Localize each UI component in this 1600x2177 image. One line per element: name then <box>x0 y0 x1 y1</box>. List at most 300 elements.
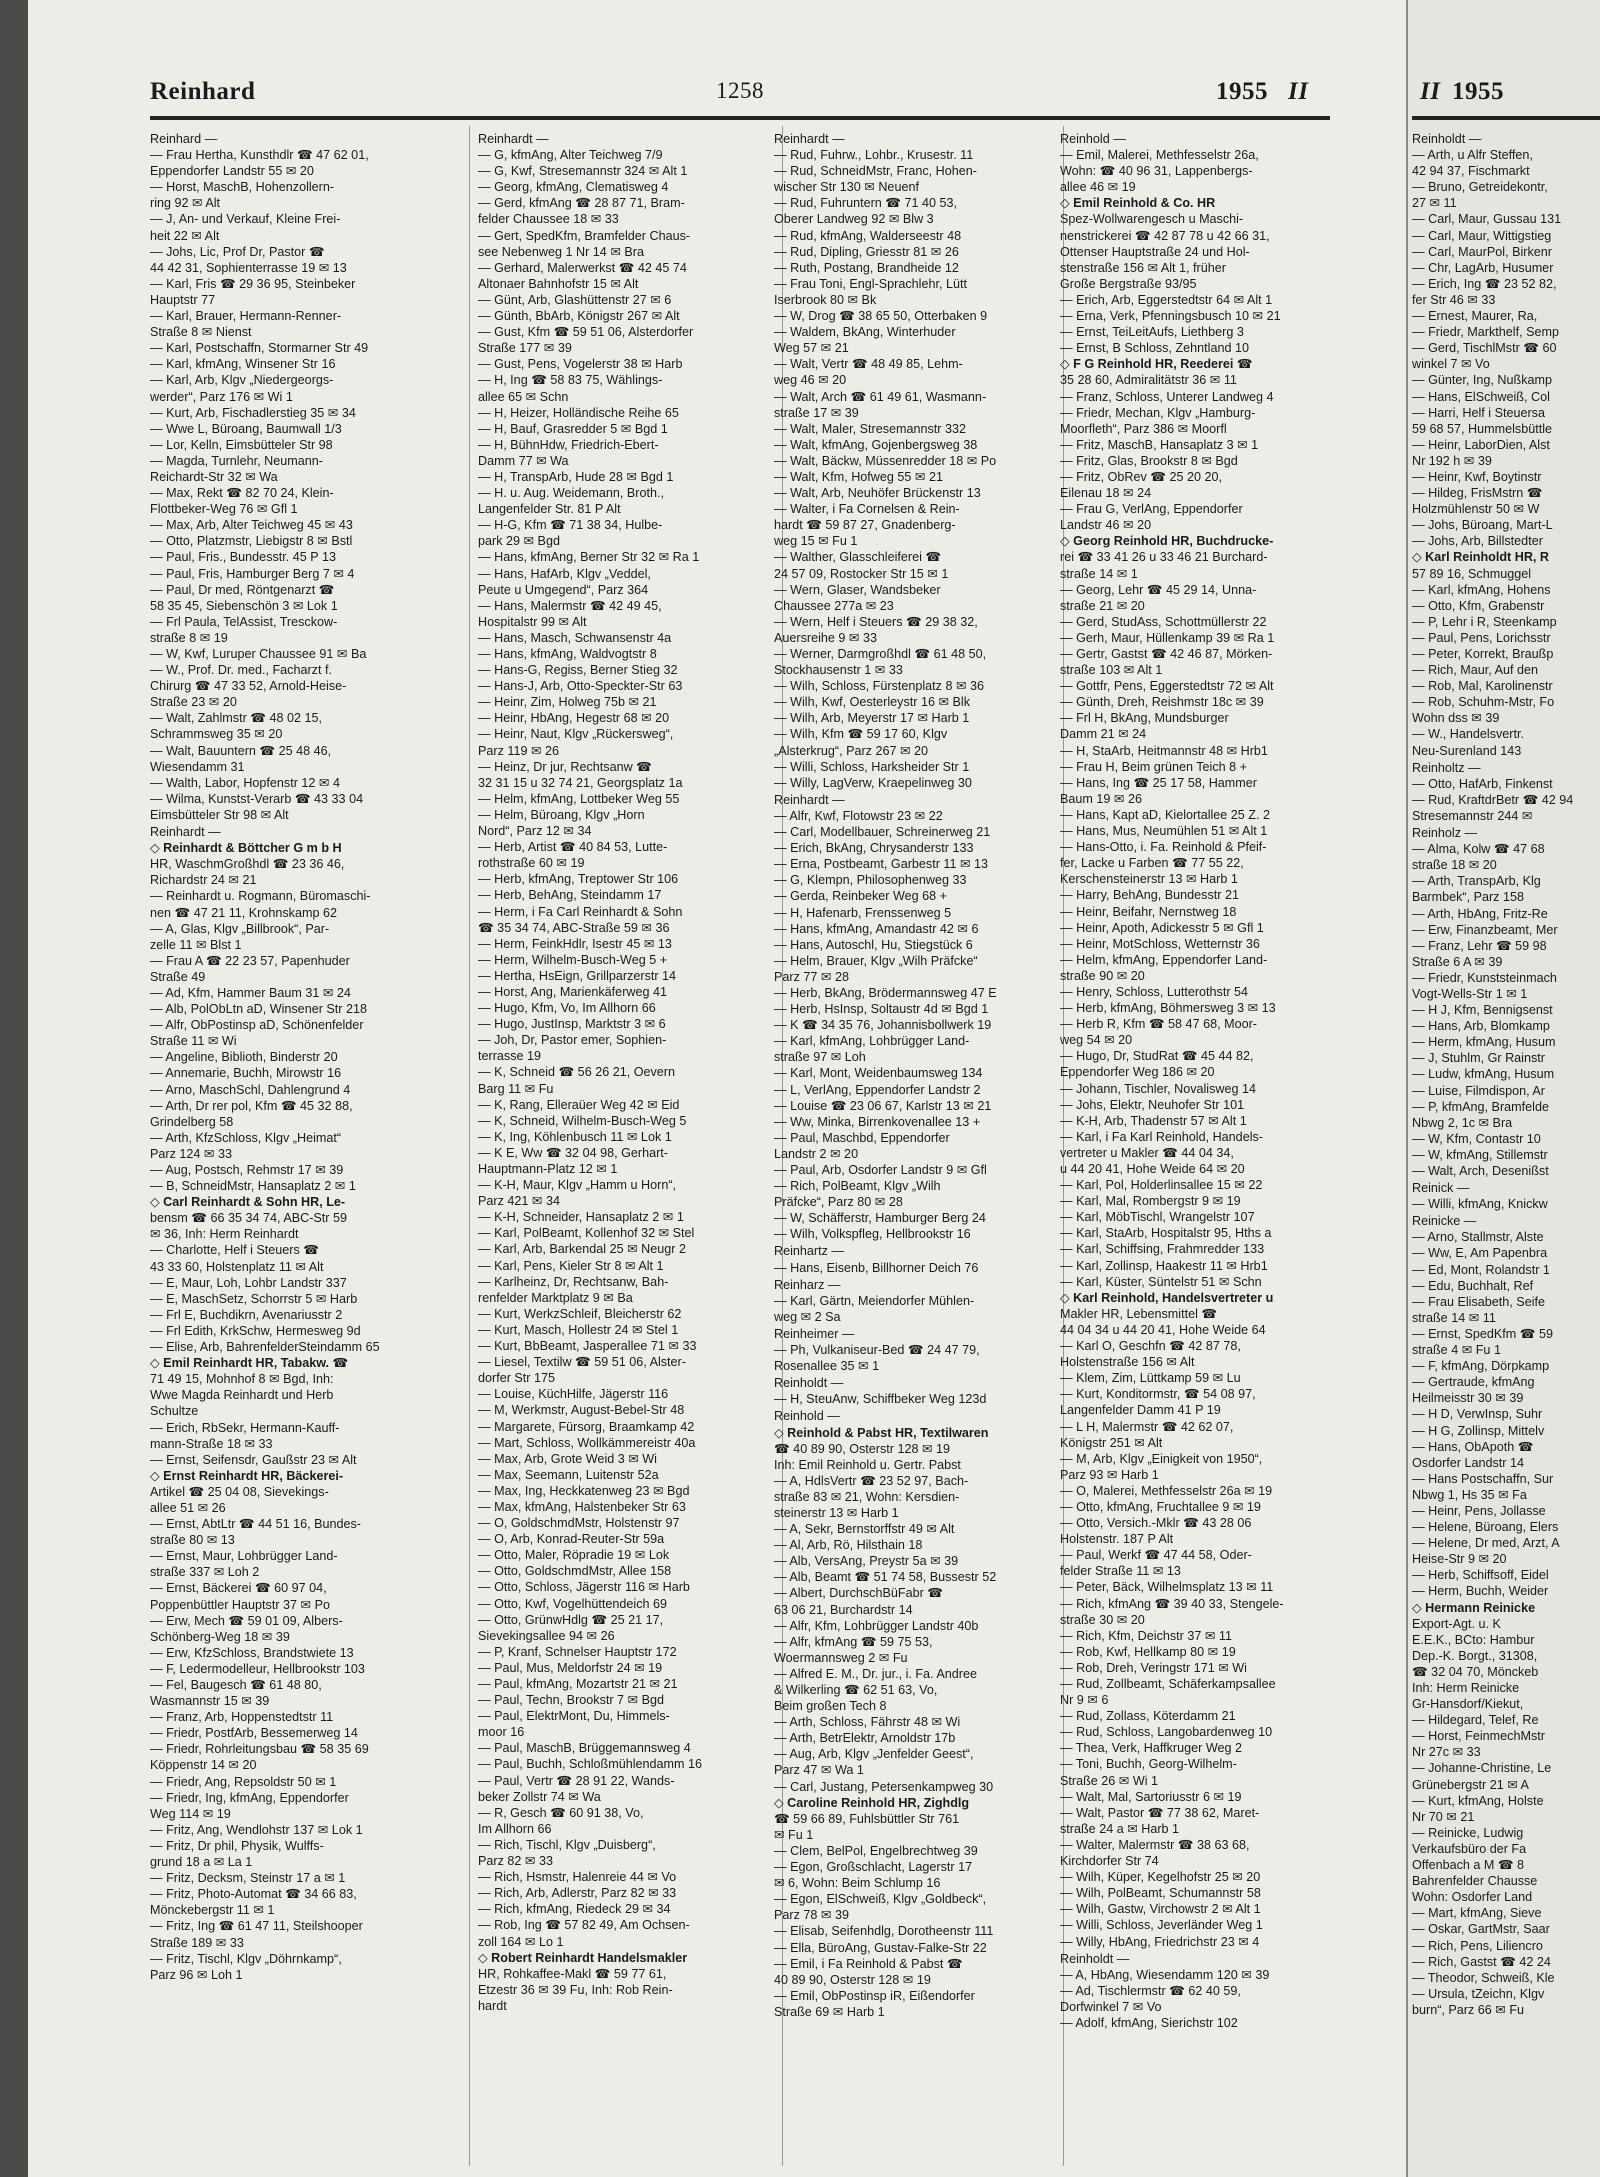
directory-entry-line: — Toni, Buchh, Georg-Wilhelm- <box>1060 1757 1237 1772</box>
directory-entry-line: — Herm, FeinkHdlr, Isestr 45 ✉ 13 <box>478 936 672 951</box>
directory-entry-line: — W, Drog ☎ 38 65 50, Otterbaken 9 <box>774 309 988 324</box>
directory-entry-line: — Ella, BüroAng, Gustav-Falke-Str 22 <box>774 1940 987 1955</box>
directory-entry-line: — Paul, Techn, Brookstr 7 ✉ Bgd <box>478 1693 665 1708</box>
directory-entry-line: Verkaufsbüro der Fa <box>1412 1841 1527 1856</box>
directory-entry-line: — Hans, Masch, Schwansenstr 4a <box>478 630 672 645</box>
directory-entry-line: — Karl, Mont, Weidenbaumsweg 134 <box>774 1066 983 1081</box>
directory-entry-line: — Fritz, Glas, Brookstr 8 ✉ Bgd <box>1060 453 1238 468</box>
directory-entry-line: — Ernst, Maur, Lohbrügger Land- <box>150 1549 338 1564</box>
directory-entry-line: 32 31 15 u 32 74 21, Georgsplatz 1a <box>478 775 683 790</box>
directory-entry-line: — Bruno, Getreidekontr, <box>1412 180 1548 195</box>
directory-entry-line: — H, SteuAnw, Schiffbeker Weg 123d <box>774 1392 987 1407</box>
directory-entry-line: — W, Kwf, Luruper Chaussee 91 ✉ Ba <box>150 647 367 661</box>
directory-entry-line: Hospitalstr 99 ✉ Alt <box>478 614 587 629</box>
directory-entry-line: — Rud, Fuhrw., Lohbr., Krusestr. 11 <box>774 148 974 163</box>
entries-column-3 <box>774 130 1070 2160</box>
directory-entry-line: Ottenser Hauptstraße 24 und Hol- <box>1060 244 1250 259</box>
directory-entry-line: — Karl, StaArb, Hospitalstr 95, Hths a <box>1060 1226 1272 1241</box>
directory-entry-line: 59 68 57, Hummelsbüttle <box>1412 421 1553 436</box>
directory-entry-line: — P, Lehr i R, Steenkamp <box>1412 614 1557 629</box>
directory-entry-line: — Heinr, Naut, Klgv „Rückersweg“, <box>478 727 674 742</box>
directory-entry-line: — Otto, Kwf, Vogelhüttendeich 69 <box>478 1596 668 1611</box>
directory-entry-line: Hauptmann-Platz 12 ✉ 1 <box>478 1162 618 1176</box>
directory-entry-line: — Paul, Dr med, Röntgenarzt ☎ <box>150 582 335 597</box>
directory-entry-line: — Otto, Versich.-Mklr ☎ 43 28 06 <box>1060 1516 1252 1531</box>
directory-entry-line: — Luise, Filmdispon, Ar <box>1412 1083 1545 1098</box>
directory-entry-line: — M, Werkmstr, August-Bebel-Str 48 <box>478 1403 685 1418</box>
directory-entry-line: — Fritz, ObRev ☎ 25 20 20, <box>1060 469 1222 484</box>
directory-entry-line: straße 90 ✉ 20 <box>1060 968 1145 983</box>
directory-entry-line: ✉ 36, Inh: Herm Reinhardt <box>150 1227 299 1242</box>
directory-entry-line: straße 24 a ✉ Harb 1 <box>1060 1821 1180 1836</box>
directory-entry-line: — Hans, Eisenb, Billhorner Deich 76 <box>774 1260 979 1275</box>
directory-entry-line: allee 46 ✉ 19 <box>1060 180 1136 195</box>
directory-entry-line: Straße 23 ✉ 20 <box>150 695 237 710</box>
directory-entry-line: — Walt, Kfm, Hofweg 55 ✉ 21 <box>774 469 943 484</box>
directory-entry-line: straße 80 ✉ 13 <box>150 1533 235 1548</box>
directory-entry-line: ◇ Georg Reinhold HR, Buchdrucke- <box>1060 534 1274 549</box>
directory-entry-line: — Karl, kfmAng, Winsener Str 16 <box>150 357 336 372</box>
header-rule-next <box>1412 116 1600 120</box>
directory-entry-line: heit 22 ✉ Alt <box>150 228 220 243</box>
directory-entry-line: — Arth, Schloss, Fährstr 48 ✉ Wi <box>774 1715 961 1730</box>
directory-entry-line: — Heinr, HbAng, Hegestr 68 ✉ 20 <box>478 711 670 726</box>
directory-entry-line: — Hildegard, Telef, Re <box>1412 1713 1539 1728</box>
directory-entry-line: Reinholz — <box>1412 826 1478 841</box>
directory-entry-line: HR, Rohkaffee-Makl ☎ 59 77 61, <box>478 1966 667 1981</box>
directory-entry-line: Damm 21 ✉ 24 <box>1060 727 1147 742</box>
directory-entry-line: — Max, Arb, Grote Weid 3 ✉ Wi <box>478 1451 657 1466</box>
directory-entry-line: — Alb, VersAng, Preystr 5a ✉ 39 <box>774 1554 959 1569</box>
directory-entry-line: — Friedr, Rohrleitungsbau ☎ 58 35 69 <box>150 1742 369 1757</box>
directory-entry-line: allee 51 ✉ 26 <box>150 1500 226 1515</box>
directory-entry-line: — Otto, GoldschmdMstr, Allee 158 <box>478 1564 672 1579</box>
directory-entry-line: — Franz, Arb, Hoppenstedtstr 11 <box>150 1710 334 1725</box>
directory-entry-line: — B, SchneidMstr, Hansaplatz 2 ✉ 1 <box>150 1179 356 1194</box>
directory-entry-line: — Gottfr, Pens, Eggerstedtstr 72 ✉ Alt <box>1060 679 1274 694</box>
directory-entry-line: — Hugo, Dr, StudRat ☎ 45 44 82, <box>1060 1049 1254 1064</box>
directory-entry-line: — G, kfmAng, Alter Teichweg 7/9 <box>478 148 663 163</box>
directory-entry-line: — Günter, Ing, Nußkamp <box>1412 373 1552 388</box>
directory-entry-line: ◇ Karl Reinhold, Handelsvertreter u <box>1060 1290 1274 1305</box>
directory-entry-line: — Rich, Maur, Auf den <box>1412 663 1538 678</box>
directory-entry-line: — Ad, Kfm, Hammer Baum 31 ✉ 24 <box>150 985 351 1000</box>
directory-entry-line: Straße 11 ✉ Wi <box>150 1034 237 1049</box>
directory-entry-line: Eimsbütteler Str 98 ✉ Alt <box>150 807 289 822</box>
directory-entry-line: ◇ Karl Reinholdt HR, R <box>1412 550 1550 565</box>
directory-entry-line: — Walt, kfmAng, Gojenbergsweg 38 <box>774 437 978 452</box>
directory-entry-line: — Herb, HsInsp, Soltaustr 4d ✉ Bgd 1 <box>774 1002 989 1017</box>
directory-entry-line: weg 54 ✉ 20 <box>1060 1033 1133 1048</box>
directory-entry-line: Barmbek“, Parz 158 <box>1412 890 1524 905</box>
directory-entry-line: — Walter, Malermstr ☎ 38 63 68, <box>1060 1837 1250 1852</box>
directory-entry-line: — Günt, Arb, Glashüttenstr 27 ✉ 6 <box>478 292 672 307</box>
directory-entry-line: — Otto, HafArb, Finkenst <box>1412 776 1553 791</box>
directory-entry-line: — H. u. Aug. Weidemann, Broth., <box>478 486 664 501</box>
directory-entry-line: — Alb, PolObLtn aD, Winsener Str 218 <box>150 1002 367 1017</box>
directory-entry-line: Landstr 2 ✉ 20 <box>774 1146 859 1161</box>
directory-entry-line: — Carl, Modellbauer, Schreinerweg 21 <box>774 825 991 840</box>
directory-entry-line: — Heinr, Pens, Jollasse <box>1412 1503 1546 1518</box>
directory-entry-line: — Gerhard, Malerwerkst ☎ 42 45 74 <box>478 260 687 275</box>
directory-entry-line: ☎ 40 89 90, Osterstr 128 ✉ 19 <box>774 1441 951 1456</box>
directory-entry-line: Wasmannstr 15 ✉ 39 <box>150 1694 270 1709</box>
directory-entry-line: Chaussee 277a ✉ 23 <box>774 598 894 613</box>
directory-entry-line: beker Zollstr 74 ✉ Wa <box>478 1789 601 1804</box>
directory-entry-line: — Hans-G, Regiss, Berner Stieg 32 <box>478 663 678 678</box>
directory-entry-line: Etzestr 36 ✉ 39 Fu, Inh: Rob Rein- <box>478 1982 673 1997</box>
directory-entry-line: — Frau A ☎ 22 23 57, Papenhuder <box>150 953 350 968</box>
directory-entry-line: — Ernest, Maurer, Ra, <box>1412 309 1538 324</box>
directory-entry-line: — Walt, Zahlmstr ☎ 48 02 15, <box>150 711 322 726</box>
directory-entry-line: — O, Arb, Konrad-Reuter-Str 59a <box>478 1532 665 1547</box>
directory-entry-line: — Helm, kfmAng, Eppendorfer Land- <box>1060 952 1268 967</box>
directory-entry-line: — H G, Zollinsp, Mittelv <box>1412 1423 1545 1438</box>
directory-entry-line: — Heinr, Zim, Holweg 75b ✉ 21 <box>478 695 657 710</box>
directory-entry-line: Nr 27c ✉ 33 <box>1412 1745 1481 1760</box>
directory-entry-line: — Karl, Schiffsing, Frahmredder 133 <box>1060 1242 1265 1257</box>
directory-entry-line: vertreter u Makler ☎ 44 04 34, <box>1060 1145 1234 1160</box>
directory-entry-line: — Rud, KraftdrBetr ☎ 42 94 <box>1412 792 1574 807</box>
directory-entry-line: — Paul, Pens, Lorichsstr <box>1412 630 1551 645</box>
directory-entry-line: 58 35 45, Siebenschön 3 ✉ Lok 1 <box>150 598 338 613</box>
directory-entry-line: burn“, Parz 66 ✉ Fu <box>1412 2002 1525 2017</box>
directory-entry-line: hardt <box>478 1998 507 2013</box>
directory-entry-line: — Günth, BbArb, Königstr 267 ✉ Alt <box>478 309 680 324</box>
directory-entry-line: — Georg, Lehr ☎ 45 29 14, Unna- <box>1060 582 1257 597</box>
directory-entry-line: — Ph, Vulkaniseur-Bed ☎ 24 47 79, <box>774 1343 980 1358</box>
directory-entry-line: — Wilh, Kwf, Oesterleystr 16 ✉ Blk <box>774 695 971 710</box>
directory-entry-line: — Carl, Maur, Gussau 131 <box>1412 212 1562 227</box>
directory-entry-line: — Gerd, kfmAng ☎ 28 87 71, Bram- <box>478 196 685 211</box>
directory-entry-line: — Frau Elisabeth, Seife <box>1412 1294 1545 1309</box>
directory-entry-line: — Erw, KfzSchloss, Brandstwiete 13 <box>150 1645 354 1660</box>
directory-entry-line: — K ☎ 34 35 76, Johannisbollwerk 19 <box>774 1018 992 1033</box>
directory-entry-line: Wohn: Osdorfer Land <box>1412 1890 1533 1905</box>
directory-entry-line: Reinhard — <box>150 132 218 146</box>
directory-entry-line: Parz 77 ✉ 28 <box>774 969 849 984</box>
directory-entry-line: — Otto, Maler, Röpradie 19 ✉ Lok <box>478 1548 670 1563</box>
directory-entry-line: — Aug, Postsch, Rehmstr 17 ✉ 39 <box>150 1163 344 1177</box>
directory-entry-line: — Elisab, Seifenhdlg, Dorotheenstr 111 <box>774 1924 994 1939</box>
directory-entry-line: — Fritz, Ing ☎ 61 47 11, Steilshooper <box>150 1919 363 1934</box>
directory-entry-line: Eilenau 18 ✉ 24 <box>1060 486 1152 501</box>
directory-entry-line: — Gert, SpedKfm, Bramfelder Chaus- <box>478 228 691 243</box>
directory-entry-line: — Erich, Ing ☎ 23 52 82, <box>1412 276 1557 291</box>
directory-entry-line: moor 16 <box>478 1725 525 1740</box>
directory-entry-line: — Friedr, PostfArb, Bessemerweg 14 <box>150 1726 358 1741</box>
entries-column-4 <box>1060 130 1356 2160</box>
directory-entry-line: 71 49 15, Mohnhof 8 ✉ Bgd, Inh: <box>150 1372 334 1387</box>
directory-entry-line: Reichardt-Str 32 ✉ Wa <box>150 469 278 484</box>
directory-entry-line: felder Chaussee 18 ✉ 33 <box>478 212 619 227</box>
directory-entry-line: — Willi, Schloss, Jeverländer Weg 1 <box>1060 1918 1263 1933</box>
directory-entry-line: — Louise ☎ 23 06 67, Karlstr 13 ✉ 21 <box>774 1098 992 1113</box>
directory-entry-line: Eppendorfer Weg 186 ✉ 20 <box>1060 1065 1215 1080</box>
directory-entry-line: — Gust, Pens, Vogelerstr 38 ✉ Harb <box>478 357 683 372</box>
directory-entry-line: — Peter, Bäck, Wilhelmsplatz 13 ✉ 11 <box>1060 1580 1274 1595</box>
directory-entry-line: Nbwg 1, Hs 35 ✉ Fa <box>1412 1487 1527 1502</box>
directory-entry-line: — Erna, Postbeamt, Garbestr 11 ✉ 13 <box>774 857 989 872</box>
directory-entry-line: weg 15 ✉ Fu 1 <box>774 534 858 549</box>
directory-entry-line: — Annemarie, Buchh, Mirowstr 16 <box>150 1066 342 1081</box>
directory-entry-line: — Gertraude, kfmAng <box>1412 1375 1535 1390</box>
directory-entry-line: — Edu, Buchhalt, Ref <box>1412 1278 1534 1293</box>
directory-entry-line: Parz 82 ✉ 33 <box>478 1854 553 1869</box>
directory-entry-line: — Max, kfmAng, Halstenbeker Str 63 <box>478 1499 686 1514</box>
directory-entry-line: Schrammsweg 35 ✉ 20 <box>150 727 283 742</box>
running-head-year-next: 1955 <box>1452 78 1504 105</box>
directory-entry-line: Parz 96 ✉ Loh 1 <box>150 1967 243 1982</box>
directory-entry-line: straße 17 ✉ 39 <box>774 405 859 420</box>
directory-entry-line: Im Allhorn 66 <box>478 1821 552 1836</box>
directory-entry-line: Straße 69 ✉ Harb 1 <box>774 2004 885 2019</box>
directory-entry-line: Export-Agt. u. K <box>1412 1616 1501 1631</box>
directory-entry-line: — Walt, Maler, Stresemannstr 332 <box>774 421 967 436</box>
directory-entry-line: ☎ 59 66 89, Fuhlsbüttler Str 761 <box>774 1811 960 1826</box>
directory-entry-line: — Wilh, Arb, Meyerstr 17 ✉ Harb 1 <box>774 711 970 726</box>
directory-entry-line: — Wern, Glaser, Wandsbeker <box>774 582 941 597</box>
directory-entry-line: — Helene, Büroang, Elers <box>1412 1520 1559 1535</box>
directory-entry-line: Offenbach a M ☎ 8 <box>1412 1858 1525 1873</box>
directory-entry-line: — Erw, Finanzbeamt, Mer <box>1412 922 1558 937</box>
directory-entry-line: — Waldem, BkAng, Winterhuder <box>774 325 956 340</box>
directory-entry-line: — Helene, Dr med, Arzt, A <box>1412 1536 1560 1551</box>
directory-entry-line: — Frau H, Beim grünen Teich 8 + <box>1060 759 1248 774</box>
directory-entry-line: — Karl, Arb, Klgv „Niedergeorgs- <box>150 373 334 388</box>
directory-entry-line: — Frl Edith, KrkSchw, Hermesweg 9d <box>150 1323 361 1338</box>
directory-entry-line: — Alfr, ObPostinsp aD, Schönenfelder <box>150 1018 364 1033</box>
directory-entry-line: — Herb, kfmAng, Treptower Str 106 <box>478 872 679 887</box>
directory-entry-line: — Ernst, AbtLtr ☎ 44 51 16, Bundes- <box>150 1517 362 1532</box>
directory-entry-line: — Walther, Glasschleiferei ☎ <box>774 550 942 565</box>
directory-entry-line: — Herm, i Fa Carl Reinhardt & Sohn <box>478 904 683 919</box>
directory-entry-line: HR, WaschmGroßhdl ☎ 23 36 46, <box>150 857 345 872</box>
directory-entry-line: Parz 78 ✉ 39 <box>774 1908 849 1923</box>
directory-entry-line: — Gerda, Reinbeker Weg 68 + <box>774 889 948 904</box>
directory-entry-line: — Paul, Fris, Hamburger Berg 7 ✉ 4 <box>150 566 355 581</box>
directory-entry-line: Sievekingsallee 94 ✉ 26 <box>478 1628 615 1643</box>
directory-entry-line: — Paul, Vertr ☎ 28 91 22, Wands- <box>478 1773 675 1788</box>
directory-entry-line: — Emil, Malerei, Methfesselstr 26a, <box>1060 148 1259 163</box>
directory-entry-line: Heilmeisstr 30 ✉ 39 <box>1412 1391 1524 1406</box>
directory-entry-line: straße 14 ✉ 11 <box>1412 1310 1496 1325</box>
directory-entry-line: — Wilma, Kunstst-Verarb ☎ 43 33 04 <box>150 791 364 806</box>
directory-entry-line: ring 92 ✉ Alt <box>150 196 221 211</box>
directory-entry-line: Dorfwinkel 7 ✉ Vo <box>1060 1999 1162 2014</box>
directory-entry-line: — Paul, kfmAng, Mozartstr 21 ✉ 21 <box>478 1677 678 1691</box>
directory-entry-line: 42 94 37, Fischmarkt <box>1412 164 1530 179</box>
directory-entry-line: rei ☎ 33 41 26 u 33 46 21 Burchard- <box>1060 550 1268 565</box>
directory-entry-line: Inh: Herm Reinicke <box>1412 1681 1520 1695</box>
directory-entry-line: — G, Kwf, Stresemannstr 324 ✉ Alt 1 <box>478 164 688 179</box>
directory-entry-line: — Oskar, GartMstr, Saar <box>1412 1922 1550 1937</box>
directory-entry-line: ◇ Ernst Reinhardt HR, Bäckerei- <box>150 1468 344 1483</box>
directory-entry-line: Bahrenfelder Chausse <box>1412 1874 1538 1889</box>
directory-entry-line: Reinhardt — <box>150 825 221 840</box>
directory-entry-line: Stockhausenstr 1 ✉ 33 <box>774 663 903 678</box>
directory-entry-line: — Karl, Brauer, Hermann-Renner- <box>150 309 342 324</box>
directory-entry-line: — Hans, Autoschl, Hu, Stiegstück 6 <box>774 937 973 952</box>
directory-entry-line: — J, Stuhlm, Gr Rainstr <box>1412 1051 1545 1066</box>
directory-entry-line: Makler HR, Lebensmittel ☎ <box>1060 1306 1218 1321</box>
directory-entry-line: — Karlheinz, Dr, Rechtsanw, Bah- <box>478 1274 669 1289</box>
directory-entry-line: — Joh, Dr, Pastor emer, Sophien- <box>478 1033 667 1048</box>
directory-entry-line: Richardstr 24 ✉ 21 <box>150 873 257 888</box>
directory-entry-line: — Herb, Artist ☎ 40 84 53, Lutte- <box>478 840 668 855</box>
directory-entry-line: — Helm, Büroang, Klgv „Horn <box>478 807 645 822</box>
directory-entry-line: — Lor, Kelln, Eimsbütteler Str 98 <box>150 437 333 452</box>
directory-entry-line: — Otto, Schloss, Jägerstr 116 ✉ Harb <box>478 1580 690 1595</box>
directory-entry-line: — Rud, SchneidMstr, Franc, Hohen- <box>774 164 977 179</box>
directory-entry-line: — Karl, MöbTischl, Wrangelstr 107 <box>1060 1210 1255 1225</box>
directory-entry-line: — Mart, Schloss, Wollkämmereistr 40a <box>478 1435 696 1450</box>
directory-entry-line: Reinhardt — <box>478 132 549 146</box>
directory-entry-line: Parz 124 ✉ 33 <box>150 1146 232 1161</box>
directory-entry-line: — Mart, kfmAng, Sieve <box>1412 1906 1542 1921</box>
directory-entry-line: — Johanne-Christine, Le <box>1412 1761 1552 1776</box>
directory-entry-line: — Erich, RbSekr, Hermann-Kauff- <box>150 1420 340 1435</box>
directory-entry-line: — Frau Hertha, Kunsthdlr ☎ 47 62 01, <box>150 148 369 163</box>
directory-entry-line: — Heinz, Dr jur, Rechtsanw ☎ <box>478 759 652 774</box>
directory-entry-line: — Ed, Mont, Rolandstr 1 <box>1412 1262 1550 1277</box>
directory-entry-line: — Hugo, Kfm, Vo, Im Allhorn 66 <box>478 1001 656 1016</box>
directory-entry-line: — Fritz, Decksm, Steinstr 17 a ✉ 1 <box>150 1871 346 1886</box>
directory-entry-line: — Adolf, kfmAng, Sierichstr 102 <box>1060 2015 1238 2030</box>
directory-entry-line: — P, kfmAng, Bramfelde <box>1412 1099 1549 1114</box>
directory-entry-line: 44 04 34 u 44 20 41, Hohe Weide 64 <box>1060 1322 1266 1337</box>
directory-entry-line: — Johs, Lic, Prof Dr, Pastor ☎ <box>150 244 325 259</box>
directory-entry-line: — Erw, Mech ☎ 59 01 09, Albers- <box>150 1613 343 1628</box>
directory-entry-line: — Alfr, kfmAng ☎ 59 75 53, <box>774 1634 933 1649</box>
directory-entry-line: — Ww, Minka, Birrenkovenallee 13 + <box>774 1114 981 1129</box>
directory-entry-line: Reinhold — <box>774 1409 840 1424</box>
directory-entry-line: — Alb, Beamt ☎ 51 74 58, Bussestr 52 <box>774 1570 997 1585</box>
directory-entry-line: 35 28 60, Admiralitätstr 36 ✉ 11 <box>1060 373 1237 388</box>
directory-entry-line: — Franz, Lehr ☎ 59 98 <box>1412 938 1547 953</box>
directory-entry-line: park 29 ✉ Bgd <box>478 534 560 549</box>
directory-entry-line: stenstraße 156 ✉ Alt 1, früher <box>1060 260 1226 275</box>
directory-entry-line: — Hans, ElSchweiß, Col <box>1412 389 1550 404</box>
directory-entry-line: nen ☎ 47 21 11, Krohnskamp 62 <box>150 905 337 920</box>
directory-entry-line: — Kurt, kfmAng, Holste <box>1412 1793 1544 1808</box>
directory-entry-line: — Rich, Arb, Adlerstr, Parz 82 ✉ 33 <box>478 1886 677 1901</box>
directory-entry-line: Weg 114 ✉ 19 <box>150 1806 231 1821</box>
running-head-surname: Reinhard <box>150 78 256 105</box>
directory-entry-line: — Carl, Maur, Wittigstieg <box>1412 228 1552 243</box>
directory-entry-line: 44 42 31, Sophienterrasse 19 ✉ 13 <box>150 260 347 275</box>
directory-entry-line: — K, Rang, Elleraüer Weg 42 ✉ Eid <box>478 1097 680 1112</box>
directory-entry-line: straße 30 ✉ 20 <box>1060 1612 1145 1627</box>
running-head-section-next: II <box>1420 78 1441 105</box>
directory-entry-line: dorfer Str 175 <box>478 1371 556 1386</box>
directory-entry-line: — Walt, Mal, Sartoriusstr 6 ✉ 19 <box>1060 1789 1242 1804</box>
directory-entry-line: Wwe Magda Reinhardt und Herb <box>150 1388 334 1403</box>
directory-entry-line: allee 65 ✉ Schn <box>478 389 569 404</box>
directory-entry-line: Reinholdt — <box>1060 1951 1130 1966</box>
directory-entry-line: — Rich, Tischl, Klgv „Duisberg“, <box>478 1837 656 1852</box>
directory-entry-line: straße 21 ✉ 20 <box>1060 598 1145 613</box>
directory-entry-line: Grünebergstr 21 ✉ A <box>1412 1777 1529 1792</box>
directory-entry-line: — Johs, Arb, Billstedter <box>1412 534 1543 549</box>
directory-entry-line: bensm ☎ 66 35 34 74, ABC-Str 59 <box>150 1211 348 1226</box>
directory-entry-line: straße 103 ✉ Alt 1 <box>1060 663 1163 678</box>
directory-entry-line: Artikel ☎ 25 04 08, Sievekings- <box>150 1484 329 1499</box>
directory-entry-line: — Heinr, MotSchloss, Wetternstr 36 <box>1060 936 1260 951</box>
directory-entry-line: — K, Schneid ☎ 56 26 21, Oevern <box>478 1065 676 1080</box>
directory-entry-line: — K E, Ww ☎ 32 04 98, Gerhart- <box>478 1145 668 1160</box>
directory-entry-line: Peute u Umgegend“, Parz 364 <box>478 582 649 597</box>
directory-entry-line: — Wilh, Küper, Kegelhofstr 25 ✉ 20 <box>1060 1870 1261 1885</box>
directory-entry-line: Chirurg ☎ 47 33 52, Arnold-Heise- <box>150 679 347 694</box>
directory-entry-line: — H, Bauf, Grasredder 5 ✉ Bgd 1 <box>478 421 668 436</box>
directory-entry-line: — Harry, BehAng, Bundesstr 21 <box>1060 888 1239 903</box>
directory-entry-line: ◇ Emil Reinhardt HR, Tabakw. ☎ <box>150 1356 349 1371</box>
directory-entry-line: — Horst, FeinmechMstr <box>1412 1729 1545 1744</box>
directory-entry-line: — H, StaArb, Heitmannstr 48 ✉ Hrb1 <box>1060 743 1268 758</box>
directory-entry-line: — Karl, i Fa Karl Reinhold, Handels- <box>1060 1129 1263 1144</box>
directory-entry-line: — Heinr, Kwf, Boytinstr <box>1412 469 1542 484</box>
directory-entry-line: Reinharz — <box>774 1277 841 1292</box>
directory-entry-line: — Rich, PolBeamt, Klgv „Wilh <box>774 1179 941 1194</box>
directory-entry-line: — Otto, Platzmstr, Liebigstr 8 ✉ Bstl <box>150 534 353 549</box>
directory-entry-line: 43 33 60, Holstenplatz 11 ✉ Alt <box>150 1259 324 1274</box>
directory-entry-line: — Hans, Ing ☎ 25 17 58, Hammer <box>1060 775 1257 790</box>
directory-entry-line: — Rob, Ing ☎ 57 82 49, Am Ochsen- <box>478 1918 690 1933</box>
directory-entry-line: — Karl, PolBeamt, Kollenhof 32 ✉ Stel <box>478 1226 695 1241</box>
directory-entry-line: — Karl, Zollinsp, Haakestr 11 ✉ Hrb1 <box>1060 1258 1268 1273</box>
directory-entry-line: — Ruth, Postang, Brandheide 12 <box>774 260 959 275</box>
directory-entry-line: — E, MaschSetz, Schorrstr 5 ✉ Harb <box>150 1291 358 1306</box>
directory-entry-line: rothstraße 60 ✉ 19 <box>478 856 585 871</box>
directory-entry-line: — Frau G, VerlAng, Eppendorfer <box>1060 502 1243 517</box>
directory-entry-line: — Arth, KfzSchloss, Klgv „Heimat“ <box>150 1130 342 1145</box>
directory-entry-line: ✉ Fu 1 <box>774 1827 814 1842</box>
directory-entry-line: Baum 19 ✉ 26 <box>1060 791 1142 806</box>
directory-entry-line: Woermannsweg 2 ✉ Fu <box>774 1650 908 1665</box>
directory-entry-line: — Karl, Arb, Barkendal 25 ✉ Neugr 2 <box>478 1242 686 1257</box>
directory-entry-line: Reinholdt — <box>774 1376 844 1391</box>
directory-entry-line: — Aug, Arb, Klgv „Jenfelder Geest“, <box>774 1747 974 1762</box>
directory-entry-line: — Ernst, SpedKfm ☎ 59 <box>1412 1326 1553 1341</box>
directory-entry-line: — Horst, Ang, Marienkäferweg 41 <box>478 984 667 999</box>
directory-entry-line: — Johs, Büroang, Mart-L <box>1412 518 1553 533</box>
directory-entry-line: ◇ Reinhardt & Böttcher G m b H <box>150 841 342 856</box>
directory-entry-line: — Walth, Labor, Hopfenstr 12 ✉ 4 <box>150 775 340 790</box>
directory-entry-line: — Kurt, Arb, Fischadlerstieg 35 ✉ 34 <box>150 405 356 420</box>
directory-entry-line: — Karl, Gärtn, Meiendorfer Mühlen- <box>774 1293 975 1308</box>
directory-entry-line: — Ludw, kfmAng, Husum <box>1412 1067 1555 1082</box>
directory-entry-line: Reinheimer — <box>774 1326 855 1341</box>
directory-entry-line: — K, Schneid, Wilhelm-Busch-Weg 5 <box>478 1113 687 1128</box>
directory-entry-line: — Ernst, Bäckerei ☎ 60 97 04, <box>150 1581 327 1596</box>
directory-entry-line: E.E.K., BCto: Hambur <box>1412 1632 1535 1647</box>
directory-entry-line: Reinhold — <box>1060 132 1126 146</box>
directory-entry-line: — G, Klempn, Philosophenweg 33 <box>774 873 967 888</box>
directory-entry-line: — Max, Ing, Heckkatenweg 23 ✉ Bgd <box>478 1483 690 1498</box>
directory-entry-line: weg ✉ 2 Sa <box>774 1309 841 1324</box>
directory-entry-line: — Carl, MaurPol, Birkenr <box>1412 244 1552 259</box>
directory-entry-line: — Hans, kfmAng, Amandastr 42 ✉ 6 <box>774 921 979 936</box>
directory-entry-line: — Rud, Fuhruntern ☎ 71 40 53, <box>774 196 958 211</box>
directory-entry-line: ◇ Carl Reinhardt & Sohn HR, Le- <box>150 1195 346 1210</box>
directory-entry-line: — Walt, Arb, Neuhöfer Brückenstr 13 <box>774 486 981 501</box>
directory-entry-line: — Ernst, Seifensdr, Gaußstr 23 ✉ Alt <box>150 1452 357 1467</box>
directory-entry-line: Auersreihe 9 ✉ 33 <box>774 630 877 645</box>
entries-column-1 <box>150 130 446 2160</box>
directory-entry-line: — Karl, Mal, Rombergstr 9 ✉ 19 <box>1060 1194 1241 1209</box>
directory-entry-line: — Hertha, HsEign, Grillparzerstr 14 <box>478 968 677 983</box>
